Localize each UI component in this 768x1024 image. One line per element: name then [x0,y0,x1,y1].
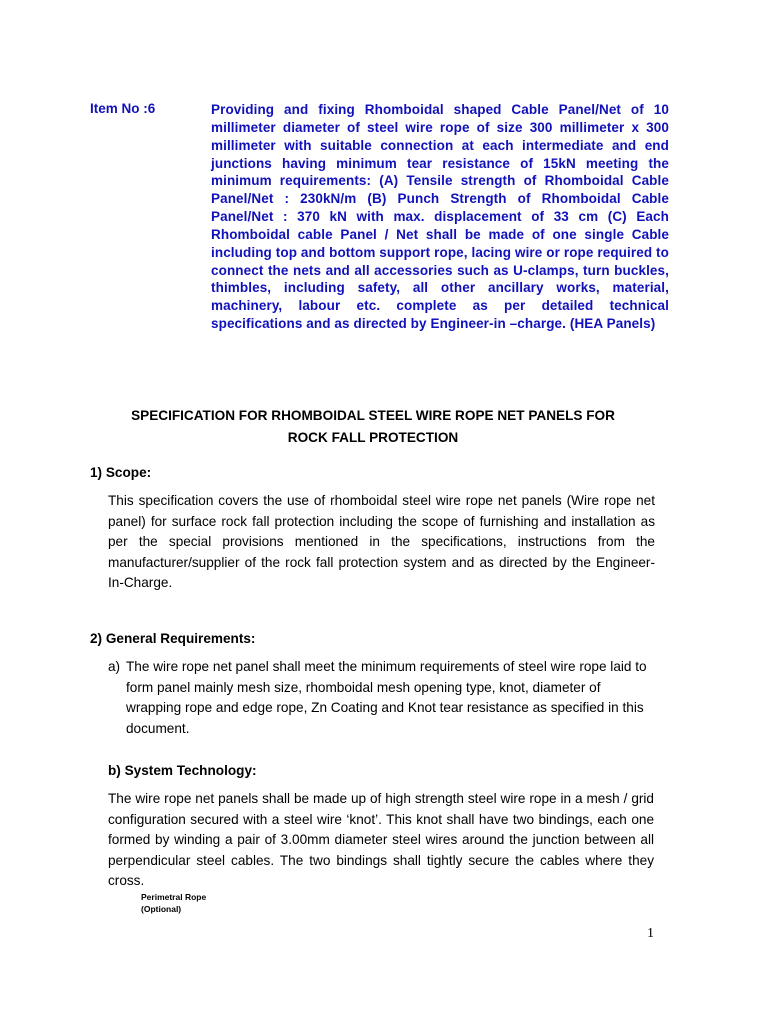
list-marker: a) [108,659,121,674]
general-requirements-item-a [108,657,655,739]
figure-label [141,891,206,915]
specification-title [90,405,656,449]
general-requirements-heading: 2) General Requirements: [90,631,256,646]
system-technology-paragraph: The wire rope net panels shall be made up of high strength steel wire rope in a mesh / grid configuration secured with a steel wire ‘knot’. This knot shall have two bindings, each one formed by winding a pair of 3.00mm diameter steel wires around the junction between all perpendicular steel cables. The two bindings shall tightly secure the cables where they cross. [108,791,654,888]
item-description: Providing and fixing Rhomboidal shaped Cable Panel/Net of 10 millimeter diameter of steel wire rope of size 300 millimeter x 300 millimeter with suitable connection at each intermediate and end junctions having minimum tear resistance of 15kN meeting the minimum requirements: (A) Tensile strength of Rhomboidal Cable Panel/Net : 230kN/m (B) Punch Strength of Rhomboidal Cable Panel/Net : 370 kN with max. displacement of 33 cm (C) Each Rhomboidal cable Panel / Net shall be made of one single Cable including top and bottom support rope, lacing wire or rope required to connect the nets and all accessories such as U-clamps, turn buckles, thimbles, including safety, all other ancillary works, material, machinery, labour etc. complete as per detailed technical specifications and as directed by Engineer-in –charge. (HEA Panels) [211,102,669,332]
general-requirements-item-a-text: The wire rope net panel shall meet the minimum requirements of steel wire rope laid to form panel mainly mesh size, rhomboidal mesh opening type, knot, diameter of wrapping rope and edge rope, Zn Coating and Knot tear resistance as specified in this document. [126,659,647,736]
system-technology-heading: b) System Technology: [108,763,257,778]
specification-title-line-1: SPECIFICATION FOR RHOMBOIDAL STEEL WIRE ROPE NET PANELS FOR [131,408,615,423]
page-number: 1 [647,926,654,941]
scope-heading: 1) Scope: [90,465,152,480]
item-number-label: Item No :6 [90,101,156,116]
figure-label-line-1: Perimetral Rope [141,892,207,902]
scope-paragraph: This specification covers the use of rhomboidal steel wire rope net panels (Wire rope net panel) for surface rock fall protection including the scope of furnishing and installation as per the special provisions mentioned in the specifications, instructions from the manufacturer/supplier of the rock fall protection system and as directed by the Engineer- In-Charge. [108,493,655,590]
specification-title-line-2: ROCK FALL PROTECTION [287,430,459,445]
figure-label-line-2: (Optional) [141,904,182,914]
